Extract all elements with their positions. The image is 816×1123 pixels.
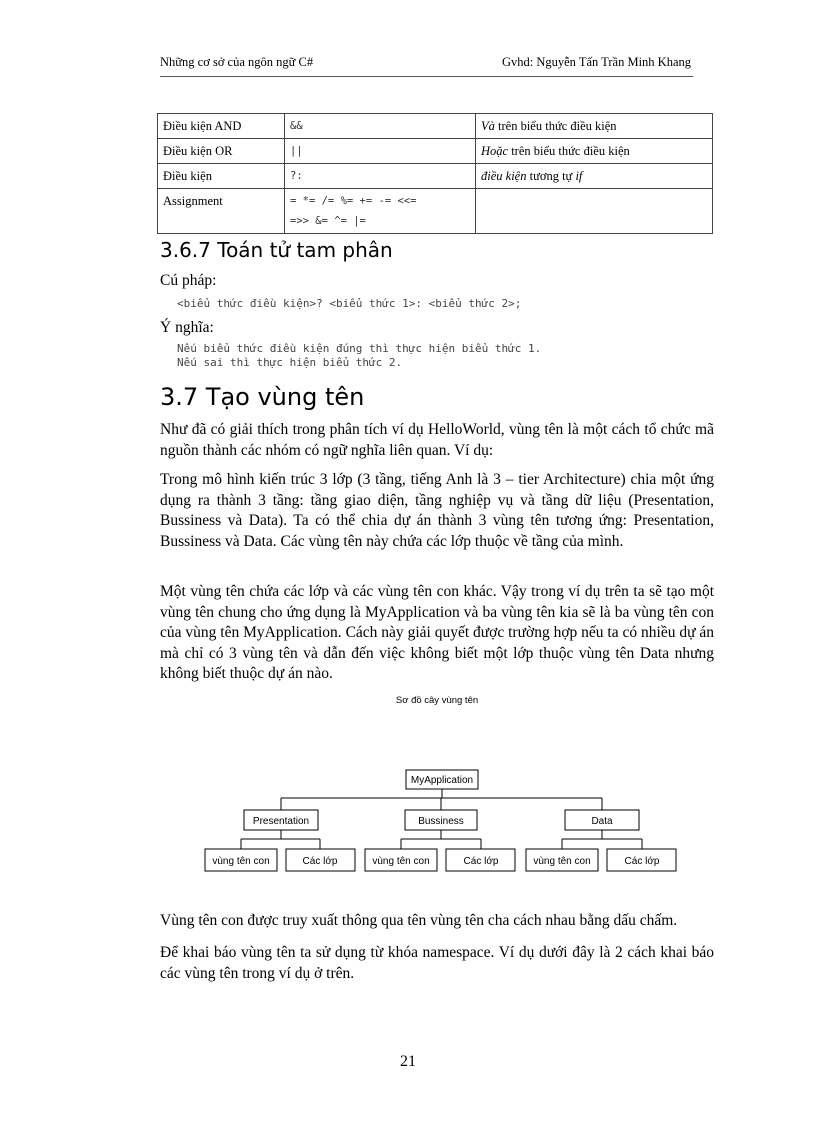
tree-leaf-label: vùng tên con	[372, 856, 430, 867]
table-row	[158, 114, 713, 139]
tree-leaf-label: vùng tên con	[212, 856, 270, 867]
tree-child-label: Bussiness	[418, 816, 464, 827]
paragraph: Trong mô hình kiến trúc 3 lớp (3 tầng, tiếng Anh là 3 – tier Architecture) chia một ứng dụng ra thành 3 tầng: tầng giao diện, tầng nghiệp vụ và tầng dữ liệu (Presentation, Bussiness và Data). Ta có thể chia dự án thành 3 vùng tên tương ứng: Presentation, Bussiness và Data. Các vùng tên này chứa các lớp thuộc về tầng của mình.	[160, 471, 714, 550]
page-header	[160, 52, 693, 77]
description-text: trên biểu thức điều kiện	[494, 119, 617, 133]
tree-leaf-label: vùng tên con	[533, 856, 591, 867]
operator-table	[157, 113, 713, 234]
operator-symbol: ||	[285, 139, 476, 164]
operator-symbol: ?:	[285, 164, 476, 189]
table-row	[158, 189, 713, 234]
section-heading-3-7: 3.7 Tạo vùng tên	[160, 383, 365, 411]
tree-leaf-label: Các lớp	[463, 856, 499, 867]
operator-symbol: &&	[285, 114, 476, 139]
header-left-title: Những cơ sở của ngôn ngữ C#	[160, 55, 314, 69]
page-number: 21	[400, 1053, 416, 1070]
operator-name: Điều kiện	[158, 164, 285, 189]
description-text: tương tự	[526, 169, 576, 183]
paragraph: Như đã có giải thích trong phân tích ví dụ HelloWorld, vùng tên là một cách tổ chức mã nguồn thành các nhóm có ngữ nghĩa liên quan. Ví dụ:	[160, 421, 714, 459]
paragraph: Một vùng tên chứa các lớp và các vùng tên con khác. Vậy trong ví dụ trên ta sẽ tạo một vùng tên chung cho ứng dụng là MyApplication và ba vùng tên kia sẽ là ba vùng tên con của vùng tên MyApplication. Cách này giải quyết được trường hợp nếu ta có nhiều dự án mà chỉ có 3 vùng tên và dẫn đến việc không biết một lớp thuộc vùng tên Data nhưng không biết thuộc dự án nào.	[160, 583, 714, 682]
description-emphasis: Và	[481, 119, 495, 133]
tree-child-label: Data	[591, 816, 613, 827]
operator-symbol	[285, 189, 476, 234]
description-text: trên biểu thức điều kiện	[508, 144, 630, 158]
operator-name: Điều kiện OR	[158, 139, 285, 164]
namespace-tree-diagram	[150, 760, 690, 878]
operator-description	[476, 164, 713, 189]
operator-description	[476, 189, 713, 234]
table-row	[158, 139, 713, 164]
operator-name: Assignment	[158, 189, 285, 234]
meaning-line-2: Nếu sai thì thực hiện biểu thức 2.	[177, 356, 403, 369]
assignment-ops-line1: = *= /= %= += -= <<=	[290, 195, 417, 207]
tree-leaf-label: Các lớp	[302, 856, 338, 867]
operator-name: Điều kiện AND	[158, 114, 285, 139]
tree-child-label: Presentation	[252, 816, 310, 827]
operator-description	[476, 114, 713, 139]
meaning-label: Ý nghĩa:	[160, 319, 214, 336]
syntax-label: Cú pháp:	[160, 272, 217, 289]
section-heading-3-6-7: 3.6.7 Toán tử tam phân	[160, 238, 393, 262]
table-row	[158, 164, 713, 189]
meaning-line-1: Nếu biểu thức điều kiện đúng thì thực hiện biểu thức 1.	[177, 342, 542, 355]
header-right-author: Gvhd: Nguyễn Tấn Trần Minh Khang	[501, 55, 691, 69]
description-emphasis: Hoặc	[481, 144, 509, 158]
paragraph: Vùng tên con được truy xuất thông qua tên vùng tên cha cách nhau bằng dấu chấm.	[160, 912, 678, 929]
tree-leaf-label: Các lớp	[624, 856, 660, 867]
tree-root-label: MyApplication	[410, 775, 474, 786]
diagram-title: Sơ đồ cây vùng tên	[395, 695, 479, 706]
syntax-code: <biểu thức điều kiện>? <biểu thức 1>: <biểu thức 2>;	[177, 297, 522, 310]
paragraph: Để khai báo vùng tên ta sử dụng từ khóa namespace. Ví dụ dưới đây là 2 cách khai báo các vùng tên trong ví dụ ở trên.	[160, 944, 714, 982]
description-emphasis: điều kiện	[481, 169, 527, 183]
assignment-ops-line2: =>> &= ^= |=	[290, 215, 366, 227]
operator-description	[476, 139, 713, 164]
description-emphasis-if: if	[575, 169, 583, 183]
